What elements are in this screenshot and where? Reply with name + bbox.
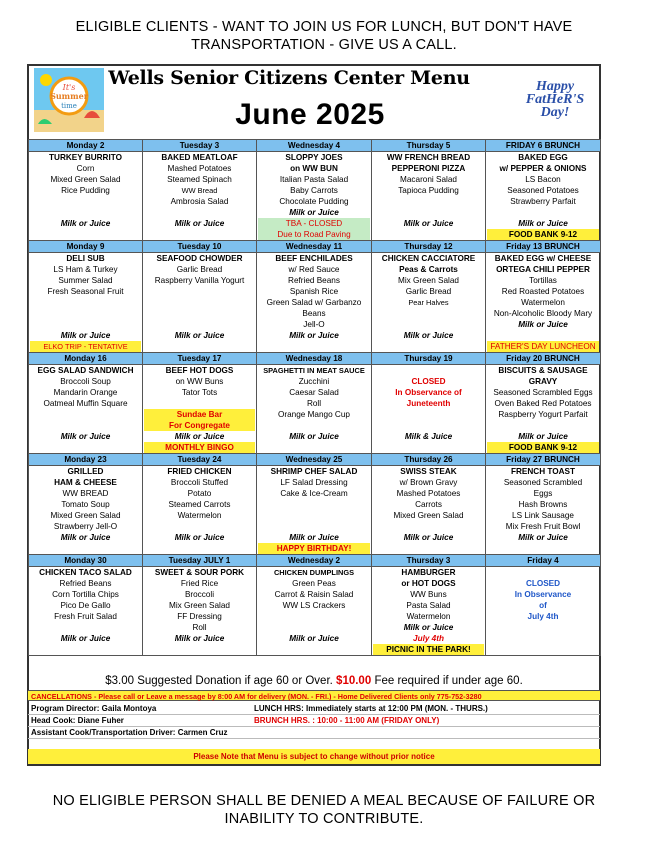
- menu-line: Caesar Salad: [289, 388, 339, 397]
- donation-pre: $3.00 Suggested Donation if age 60 or Over.: [105, 675, 333, 687]
- day-header: Wednesday 2: [257, 555, 372, 567]
- menu-line: Milk or Juice: [60, 331, 111, 340]
- day-header: Friday 20 BRUNCH: [486, 353, 601, 365]
- menu-line: EGG SALAD SANDWICH: [37, 366, 134, 375]
- menu-line: LS Ham & Turkey: [53, 265, 118, 274]
- menu-line: Seasoned Potatoes: [507, 186, 579, 195]
- summer-logo-icon: [34, 68, 104, 132]
- menu-line: Fried Rice: [180, 579, 219, 588]
- menu-line: Milk or Juice: [518, 320, 568, 329]
- donation-post: Fee required if under age 60.: [374, 675, 523, 687]
- menu-line: CLOSED: [411, 377, 446, 386]
- menu-line: Refried Beans: [288, 276, 340, 285]
- menu-line: Milk or Juice: [403, 219, 454, 228]
- menu-line: SPAGHETTI IN MEAT SAUCE: [263, 366, 365, 375]
- menu-line: [373, 409, 484, 420]
- day-menu-cell: [486, 152, 601, 241]
- day-menu-cell: [143, 567, 257, 656]
- menu-line: Corn: [76, 164, 95, 173]
- day-header: Monday 30: [29, 555, 143, 567]
- day-menu-cell: [372, 253, 486, 353]
- menu-line: Milk or Juice: [60, 533, 111, 542]
- menu-line: [373, 341, 484, 352]
- menu-line: [487, 622, 599, 633]
- brunch-hours: BRUNCH HRS. : 10:00 - 11:00 AM (FRIDAY ONLY): [254, 716, 440, 725]
- menu-line: [30, 308, 141, 319]
- logo-text-time: time: [61, 102, 77, 110]
- menu-line: Pear Halves: [408, 298, 449, 307]
- menu-line: HAMBURGER: [401, 568, 456, 577]
- day-menu-cell: [372, 152, 486, 241]
- menu-line: Zucchini: [298, 377, 330, 386]
- day-menu-cell: [257, 567, 372, 656]
- menu-line: Mix Green Salad: [398, 276, 459, 285]
- menu-line: [258, 442, 370, 453]
- menu-line: Red Roasted Potatoes: [501, 287, 585, 296]
- menu-line: Mix Green Salad: [169, 601, 230, 610]
- menu-line: Milk or Juice: [289, 432, 339, 441]
- menu-line: w/ PEPPER & ONIONS: [499, 164, 587, 173]
- day-header: Monday 9: [29, 241, 143, 253]
- menu-line: Mixed Green Salad: [393, 511, 464, 520]
- menu-line: [30, 442, 141, 453]
- day-menu-cell: [143, 466, 257, 555]
- day-menu-cell: [29, 152, 143, 241]
- menu-line: Milk or Juice: [518, 533, 568, 542]
- day-header: Monday 2: [29, 140, 143, 152]
- menu-line: [487, 633, 599, 644]
- menu-line: Watermelon: [406, 612, 451, 621]
- day-header: Thursday 12: [372, 241, 486, 253]
- menu-line: WW Buns: [410, 590, 447, 599]
- summer-logo: [34, 68, 104, 132]
- menu-line: SWEET & SOUR PORK: [154, 568, 245, 577]
- menu-line: Broccoli Soup: [60, 377, 111, 386]
- menu-line: [373, 365, 484, 376]
- menu-line: ELKO TRIP - TENTATIVE: [30, 341, 141, 352]
- menu-line: WW Bread: [181, 186, 218, 195]
- menu-line: TBA - CLOSED: [258, 218, 370, 229]
- fathers-day-line: FatHeR'S: [525, 92, 585, 107]
- week-menu-row: [29, 567, 601, 656]
- menu-line: [373, 207, 484, 218]
- lunch-hours: LUNCH HRS: Immediately starts at 12:00 PM (MON. - THURS.): [254, 704, 488, 713]
- day-header: Tuesday 24: [143, 454, 257, 466]
- menu-line: [144, 543, 255, 554]
- day-header: Tuesday JULY 1: [143, 555, 257, 567]
- menu-line: WW BREAD: [62, 489, 109, 498]
- week-menu-row: [29, 365, 601, 454]
- menu-line: Carrot & Raisin Salad: [274, 590, 354, 599]
- menu-line: Strawberry Jell-O: [53, 522, 118, 531]
- menu-line: on WW Buns: [175, 377, 224, 386]
- day-menu-cell: [29, 567, 143, 656]
- menu-line: Milk or Juice: [289, 208, 339, 217]
- menu-line: Broccoli Stuffed: [170, 478, 229, 487]
- menu-line: [487, 420, 599, 431]
- menu-line: SLOPPY JOES: [285, 153, 343, 162]
- menu-line: Steamed Spinach: [167, 175, 232, 184]
- menu-line: July 4th: [527, 612, 559, 621]
- menu-line: [30, 196, 141, 207]
- menu-line: [258, 510, 370, 521]
- menu-line: Mixed Green Salad: [50, 175, 121, 184]
- menu-line: [144, 308, 255, 319]
- day-menu-cell: [143, 152, 257, 241]
- menu-line: Milk or Juice: [174, 331, 225, 340]
- day-menu-cell: [372, 466, 486, 555]
- menu-line: [30, 229, 141, 240]
- footer-notice: [0, 792, 648, 828]
- menu-line: Fresh Seasonal Fruit: [47, 287, 124, 296]
- menu-line: [373, 420, 484, 431]
- menu-line: [144, 207, 255, 218]
- menu-line: Juneteenth: [406, 399, 451, 408]
- day-header: Friday 13 BRUNCH: [486, 241, 601, 253]
- day-menu-cell: [29, 253, 143, 353]
- menu-line: [487, 330, 599, 341]
- menu-line: or HOT DOGS: [401, 579, 456, 588]
- day-header: FRIDAY 6 BRUNCH: [486, 140, 601, 152]
- day-menu-cell: [486, 253, 601, 353]
- menu-line: [144, 398, 255, 409]
- menu-line: PEPPERONI PIZZA: [391, 164, 466, 173]
- menu-line: Potato: [187, 489, 212, 498]
- menu-line: [373, 521, 484, 532]
- day-menu-cell: [257, 466, 372, 555]
- menu-line: Milk or Juice: [403, 331, 454, 340]
- menu-line: CHICKEN TACO SALAD: [39, 568, 132, 577]
- menu-line: PICNIC IN THE PARK!: [373, 644, 484, 655]
- menu-line: Corn Tortilla Chips: [52, 590, 119, 599]
- menu-line: [144, 521, 255, 532]
- menu-line: FRIED CHICKEN: [167, 467, 232, 476]
- menu-line: Milk or Juice: [289, 533, 339, 542]
- staff-row: [28, 727, 600, 739]
- menu-line: [487, 207, 599, 218]
- menu-line: Milk or Juice: [518, 219, 568, 228]
- day-menu-cell: [143, 365, 257, 454]
- menu-line: Green Peas: [292, 579, 336, 588]
- menu-line: [487, 567, 599, 578]
- menu-line: Rice Pudding: [61, 186, 110, 195]
- day-header: Thursday 26: [372, 454, 486, 466]
- menu-line: HAM & CHEESE: [54, 478, 117, 487]
- menu-line: Eggs: [533, 489, 553, 498]
- header-notice-line: TRANSPORTATION - GIVE US A CALL.: [191, 37, 457, 53]
- menu-line: [30, 622, 141, 633]
- menu-line: LS Link Sausage: [512, 511, 574, 520]
- menu-line: Milk or Juice: [174, 432, 225, 441]
- menu-line: July 4th: [413, 634, 444, 643]
- week-menu-row: [29, 253, 601, 353]
- menu-line: Beans: [302, 309, 326, 318]
- menu-line: [373, 543, 484, 554]
- menu-line: [373, 442, 484, 453]
- menu-month: June 2025: [235, 98, 385, 131]
- menu-line: HAPPY BIRTHDAY!: [258, 543, 370, 554]
- day-header: Thursday 5: [372, 140, 486, 152]
- menu-line: Mixed Green Salad: [50, 511, 121, 520]
- staff-row: [28, 703, 600, 715]
- menu-line: [258, 420, 370, 431]
- day-menu-cell: [29, 466, 143, 555]
- menu-line: Seasoned Scrambled: [503, 478, 583, 487]
- menu-line: [373, 229, 484, 240]
- menu-line: GRILLED: [67, 467, 104, 476]
- donation-line: [28, 673, 600, 689]
- donation-fee: $10.00: [336, 675, 372, 687]
- menu-line: [258, 499, 370, 510]
- menu-line: ORTEGA CHILI PEPPER: [496, 265, 590, 274]
- menu-line: Milk or Juice: [60, 219, 111, 228]
- day-header: Wednesday 18: [257, 353, 372, 365]
- day-header: Thursday 3: [372, 555, 486, 567]
- day-menu-cell: [143, 253, 257, 353]
- day-header: Friday 4: [486, 555, 601, 567]
- menu-line: Non-Alcoholic Bloody Mary: [493, 309, 593, 318]
- menu-line: Oven Baked Red Potatoes: [494, 399, 592, 408]
- menu-title: Wells Senior Citizens Center Menu: [108, 67, 470, 89]
- menu-line: SEAFOOD CHOWDER: [156, 254, 243, 263]
- menu-line: FATHER'S DAY LUNCHEON: [487, 341, 599, 352]
- menu-line: DELI SUB: [66, 254, 105, 263]
- fathers-day-graphic: [510, 80, 600, 119]
- menu-line: [30, 409, 141, 420]
- menu-line: [144, 341, 255, 352]
- menu-line: [258, 341, 370, 352]
- day-header: Tuesday 10: [143, 241, 257, 253]
- day-header: Friday 27 BRUNCH: [486, 454, 601, 466]
- week-menu-row: [29, 152, 601, 241]
- menu-line: [258, 611, 370, 622]
- menu-line: BAKED MEATLOAF: [161, 153, 238, 162]
- menu-line: Sundae Bar: [144, 409, 255, 420]
- day-header: Wednesday 11: [257, 241, 372, 253]
- menu-line: Milk or Juice: [60, 634, 111, 643]
- logo-text-its: It's: [62, 83, 76, 92]
- menu-line: BEEF HOT DOGS: [165, 366, 234, 375]
- menu-line: Raspberry Yogurt Parfait: [498, 410, 588, 419]
- menu-line: Macaroni Salad: [400, 175, 457, 184]
- menu-line: Hash Browns: [518, 500, 568, 509]
- menu-line: Oatmeal Muffin Square: [43, 399, 128, 408]
- menu-line: [144, 319, 255, 330]
- fathers-day-line: Day!: [540, 105, 570, 120]
- menu-line: Chocolate Pudding: [279, 197, 349, 206]
- menu-line: [373, 308, 484, 319]
- day-menu-cell: [372, 567, 486, 656]
- week-header-row: [29, 353, 601, 365]
- menu-line: BEEF ENCHILADES: [275, 254, 353, 263]
- menu-line: BISCUITS & SAUSAGE: [498, 366, 588, 375]
- cancellations-notice: CANCELLATIONS - Please call or Leave a message by 8:00 AM for delivery (MON. - FRI.) - Home Delivered Clients only 775-752-3280: [28, 690, 600, 701]
- menu-line: [144, 286, 255, 297]
- menu-line: Milk or Juice: [289, 331, 339, 340]
- menu-line: [373, 196, 484, 207]
- menu-line: Pasta Salad: [406, 601, 451, 610]
- menu-line: WW LS Crackers: [282, 601, 346, 610]
- menu-line: Fresh Fruit Salad: [54, 612, 117, 621]
- logo-text-summer: Summer: [50, 91, 88, 101]
- week-header-row: [29, 555, 601, 567]
- head-cook: Head Cook: Diane Fuher: [31, 716, 124, 725]
- menu-line: Raspberry Vanilla Yogurt: [154, 276, 245, 285]
- menu-line: Tator Tots: [181, 388, 218, 397]
- menu-line: Roll: [306, 399, 322, 408]
- menu-line: Milk or Juice: [289, 634, 339, 643]
- menu-line: Milk or Juice: [518, 432, 568, 441]
- menu-line: Baby Carrots: [290, 186, 338, 195]
- menu-line: MONTHLY BINGO: [144, 442, 255, 453]
- week-header-row: [29, 140, 601, 152]
- menu-line: Steamed Carrots: [168, 500, 231, 509]
- day-header: Tuesday 17: [143, 353, 257, 365]
- menu-line: Tomato Soup: [61, 500, 110, 509]
- menu-line: [30, 543, 141, 554]
- menu-line: Watermelon: [521, 298, 565, 307]
- day-header: Thursday 19: [372, 353, 486, 365]
- menu-line: [144, 297, 255, 308]
- menu-line: Strawberry Parfait: [510, 197, 576, 206]
- footer-notice-line: NO ELIGIBLE PERSON SHALL BE DENIED A MEAL BECAUSE OF FAILURE OR: [52, 793, 596, 809]
- menu-line: Milk or Juice: [174, 219, 225, 228]
- header-notice: [0, 18, 648, 54]
- menu-line: Roll: [192, 623, 207, 632]
- menu-line: FOOD BANK 9-12: [487, 229, 599, 240]
- week-header-row: [29, 454, 601, 466]
- menu-line: Refried Beans: [59, 579, 112, 588]
- menu-line: Summer Salad: [58, 276, 113, 285]
- day-header: Wednesday 4: [257, 140, 372, 152]
- menu-line: [487, 644, 599, 655]
- menu-line: [30, 420, 141, 431]
- menu-line: In Observance: [514, 590, 572, 599]
- menu-line: Green Salad w/ Garbanzo: [266, 298, 362, 307]
- menu-line: [30, 297, 141, 308]
- change-note: Please Note that Menu is subject to change without prior notice: [28, 749, 600, 764]
- day-menu-cell: [486, 466, 601, 555]
- day-menu-cell: [257, 253, 372, 353]
- program-director: Program Director: Gaila Montoya: [31, 704, 157, 713]
- menu-line: w/ Red Sauce: [288, 265, 340, 274]
- week-header-row: [29, 241, 601, 253]
- menu-line: Italian Pasta Salad: [279, 175, 349, 184]
- menu-line: In Observance of: [395, 388, 462, 397]
- menu-line: Milk or Juice: [403, 533, 454, 542]
- menu-line: [373, 319, 484, 330]
- menu-line: SHRIMP CHEF SALAD: [270, 467, 358, 476]
- menu-line: FRENCH TOAST: [511, 467, 575, 476]
- menu-line: WW FRENCH BREAD: [386, 153, 471, 162]
- menu-line: Cake & Ice-Cream: [280, 489, 348, 498]
- menu-line: w/ Brown Gravy: [399, 478, 458, 487]
- footer-notice-line: INABILITY TO CONTRIBUTE.: [224, 811, 424, 827]
- menu-line: Tortillas: [529, 276, 557, 285]
- menu-line: [30, 319, 141, 330]
- menu-line: Tapioca Pudding: [398, 186, 459, 195]
- menu-line: [258, 622, 370, 633]
- menu-line: Milk or Juice: [174, 634, 225, 643]
- menu-line: Peas & Carrots: [399, 265, 458, 274]
- menu-line: Milk or Juice: [403, 623, 454, 632]
- menu-line: [30, 207, 141, 218]
- staff-row: [28, 715, 600, 727]
- week-menu-row: [29, 466, 601, 555]
- menu-line: [144, 229, 255, 240]
- menu-body: [29, 140, 601, 656]
- day-menu-cell: [486, 365, 601, 454]
- day-menu-cell: [257, 365, 372, 454]
- day-menu-cell: [486, 567, 601, 656]
- menu-line: LF Salad Dressing: [280, 478, 348, 487]
- menu-line: [144, 644, 255, 655]
- menu-line: [30, 644, 141, 655]
- menu-line: Mashed Potatoes: [167, 164, 232, 173]
- menu-line: Watermelon: [177, 511, 222, 520]
- header-notice-line: ELIGIBLE CLIENTS - WANT TO JOIN US FOR LUNCH, BUT DON'T HAVE: [75, 19, 573, 35]
- menu-line: [487, 543, 599, 554]
- menu-line: For Congregate: [144, 420, 255, 431]
- menu-line: Ambrosia Salad: [170, 197, 229, 206]
- menu-table: [28, 139, 601, 656]
- menu-line: FF Dressing: [177, 612, 222, 621]
- menu-line: CHICKEN CACCIATORE: [381, 254, 476, 263]
- menu-line: Jell-O: [303, 320, 325, 329]
- menu-line: TURKEY BURRITO: [49, 153, 122, 162]
- menu-line: Mix Fresh Fruit Bowl: [505, 522, 581, 531]
- menu-line: Milk or Juice: [60, 432, 111, 441]
- menu-line: Pico De Gallo: [60, 601, 111, 610]
- menu-line: GRAVY: [528, 377, 558, 386]
- menu-line: Milk & Juice: [404, 432, 453, 441]
- menu-line: Garlic Bread: [405, 287, 452, 296]
- fathers-day-line: Happy: [535, 79, 575, 94]
- menu-line: CHICKEN DUMPLINGS: [273, 568, 355, 577]
- menu-line: CLOSED: [525, 579, 561, 588]
- menu-line: Mandarin Orange: [53, 388, 118, 397]
- menu-line: LS Bacon: [525, 175, 561, 184]
- assistant-cook: Assistant Cook/Transportation Driver: Carmen Cruz: [31, 728, 228, 737]
- staff-info: [28, 703, 600, 739]
- day-header: Monday 23: [29, 454, 143, 466]
- menu-line: Garlic Bread: [176, 265, 223, 274]
- menu-line: Seasoned Scrambled Eggs: [493, 388, 593, 397]
- day-menu-cell: [29, 365, 143, 454]
- menu-line: Orange Mango Cup: [278, 410, 350, 419]
- menu-line: BAKED EGG w/ CHEESE: [494, 254, 592, 263]
- day-header: Wednesday 25: [257, 454, 372, 466]
- menu-line: Due to Road Paving: [258, 229, 370, 240]
- menu-line: Milk or Juice: [174, 533, 225, 542]
- menu-line: Broccoli: [184, 590, 215, 599]
- day-menu-cell: [257, 152, 372, 241]
- menu-line: BAKED EGG: [518, 153, 568, 162]
- menu-line: Mashed Potatoes: [396, 489, 461, 498]
- day-header: Monday 16: [29, 353, 143, 365]
- menu-line: on WW BUN: [290, 164, 338, 173]
- day-menu-cell: [372, 365, 486, 454]
- menu-line: [258, 521, 370, 532]
- menu-line: of: [539, 601, 547, 610]
- menu-line: Carrots: [415, 500, 442, 509]
- menu-line: [258, 644, 370, 655]
- menu-line: SWISS STEAK: [400, 467, 457, 476]
- menu-line: Spanish Rice: [289, 287, 339, 296]
- menu-line: FOOD BANK 9-12: [487, 442, 599, 453]
- day-header: Tuesday 3: [143, 140, 257, 152]
